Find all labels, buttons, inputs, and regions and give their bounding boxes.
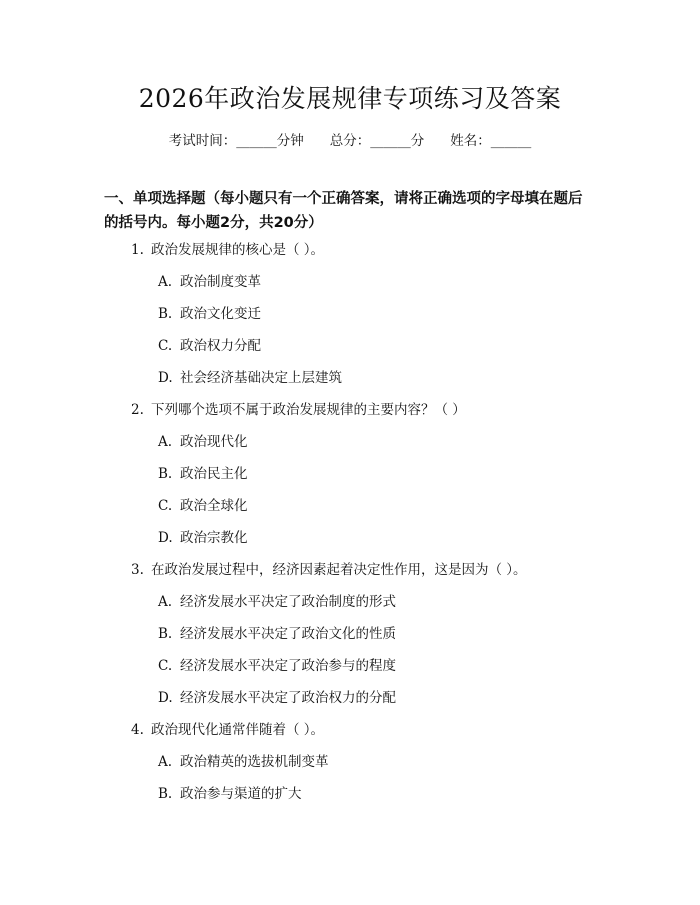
option-letter: A.	[158, 754, 173, 770]
option-text: 经济发展水平决定了政治权力的分配	[180, 690, 396, 706]
option-text: 政治精英的选拔机制变革	[180, 754, 329, 770]
option-letter: B.	[158, 466, 173, 482]
option-text: 政治权力分配	[180, 338, 261, 354]
section-heading: 一、单项选择题（每小题只有一个正确答案，请将正确选项的字母填在题后的括号内。每小题2分，共20分）	[104, 191, 583, 231]
option-3c	[158, 656, 700, 688]
option-text: 政治全球化	[180, 498, 248, 514]
option-text: 经济发展水平决定了政治文化的性质	[180, 626, 396, 642]
exam-meta	[0, 131, 700, 151]
option-2b	[158, 464, 700, 496]
page-title: 2026年政治发展规律专项练习及答案	[138, 84, 562, 113]
option-text: 经济发展水平决定了政治参与的程度	[180, 658, 396, 674]
question-text: 下列哪个选项不属于政治发展规律的主要内容？（ ）	[151, 402, 466, 418]
option-letter: D.	[158, 530, 173, 546]
option-letter: D.	[158, 370, 173, 386]
option-letter: A.	[158, 434, 173, 450]
option-2a	[158, 432, 700, 464]
question-text: 在政治发展过程中，经济因素起着决定性作用，这是因为（ ）。	[151, 562, 527, 578]
option-1c	[158, 336, 700, 368]
question-4	[131, 720, 700, 752]
option-1b	[158, 304, 700, 336]
exam-time-label: 考试时间：______分钟	[168, 133, 304, 149]
question-1	[131, 240, 700, 272]
option-letter: B.	[158, 786, 173, 802]
option-1a	[158, 272, 700, 304]
option-4b	[158, 784, 700, 816]
option-text: 经济发展水平决定了政治制度的形式	[180, 594, 396, 610]
question-3	[131, 560, 700, 592]
question-2	[131, 400, 700, 432]
question-number: 2.	[131, 402, 144, 418]
option-letter: D.	[158, 690, 173, 706]
option-3d	[158, 688, 700, 720]
option-1d	[158, 368, 700, 400]
option-letter: B.	[158, 626, 173, 642]
option-text: 政治现代化	[180, 434, 248, 450]
option-2d	[158, 528, 700, 560]
option-text: 政治宗教化	[180, 530, 248, 546]
option-letter: A.	[158, 594, 173, 610]
option-3b	[158, 624, 700, 656]
question-number: 1.	[131, 242, 144, 258]
option-text: 社会经济基础决定上层建筑	[180, 370, 342, 386]
question-list	[0, 240, 700, 816]
option-2c	[158, 496, 700, 528]
option-text: 政治制度变革	[180, 274, 261, 290]
question-number: 4.	[131, 722, 144, 738]
option-4a	[158, 752, 700, 784]
option-text: 政治文化变迁	[180, 306, 261, 322]
name-label: 姓名：______	[450, 133, 532, 149]
option-letter: C.	[158, 658, 173, 674]
option-letter: C.	[158, 338, 173, 354]
question-text: 政治发展规律的核心是（ ）。	[151, 242, 325, 258]
question-number: 3.	[131, 562, 144, 578]
option-text: 政治民主化	[180, 466, 248, 482]
question-text: 政治现代化通常伴随着（ ）。	[151, 722, 325, 738]
option-letter: A.	[158, 274, 173, 290]
option-3a	[158, 592, 700, 624]
option-letter: C.	[158, 498, 173, 514]
option-letter: B.	[158, 306, 173, 322]
option-text: 政治参与渠道的扩大	[180, 786, 302, 802]
total-score-label: 总分：______分	[329, 133, 425, 149]
